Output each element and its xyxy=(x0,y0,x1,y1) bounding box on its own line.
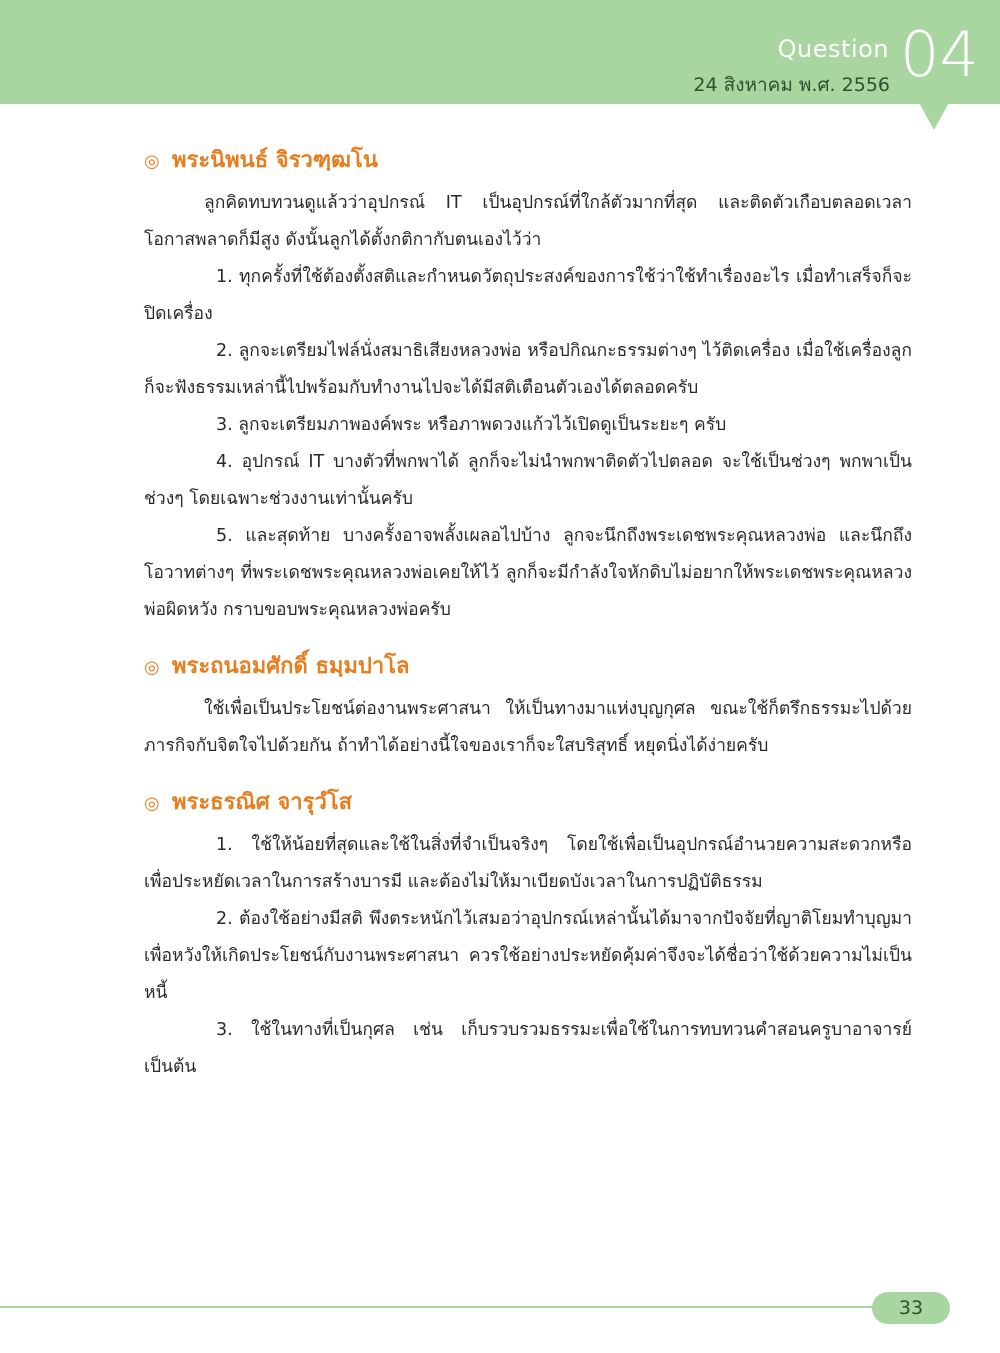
monk-name: พระถนอมศักดิ์ ธมฺมปาโล xyxy=(172,654,410,679)
bullet-icon: ◎ xyxy=(144,151,160,172)
section-title xyxy=(144,785,912,821)
numbered-paragraph: 5. และสุดท้าย บางครั้งอาจพลั้งเผลอไปบ้าง ลูกจะนึกถึงพระเดชพระคุณหลวงพ่อ และนึกถึงโอวาทต่างๆ ที่พระเดชพระคุณหลวงพ่อเคยให้ไว้ ลูกก็จะมีกำลังใจหักดิบไม่อยากให้พระเดชพระคุณหลวงพ่อผิดหวัง กราบขอบพระคุณหลวงพ่อครับ xyxy=(144,526,912,620)
answer-section xyxy=(144,143,912,629)
page-number: 33 xyxy=(872,1292,950,1324)
numbered-paragraph: 1. ใช้ให้น้อยที่สุดและใช้ในสิ่งที่จำเป็นจริงๆ โดยใช้เพื่อเป็นอุปกรณ์อำนวยความสะดวกหรือเพื่อประหยัดเวลาในการสร้างบารมี และต้องไม่ให้มาเบียดบังเวลาในการปฏิบัติธรรม xyxy=(144,835,912,892)
numbered-paragraph: 1. ทุกครั้งที่ใช้ต้องตั้งสติและกำหนดวัตถุประสงค์ของการใช้ว่าใช้ทำเรื่องอะไร เมื่อทำเสร็จก็จะปิดเครื่อง xyxy=(144,267,912,324)
section-title xyxy=(144,649,912,685)
numbered-paragraph: 2. ลูกจะเตรียมไฟล์นั่งสมาธิเสียงหลวงพ่อ หรือปกิณกะธรรมต่างๆ ไว้ติดเครื่อง เมื่อใช้เครื่องลูกก็จะฟังธรรมเหล่านี้ไปพร้อมกับทำงานไปจะได้มีสติเตือนตัวเองได้ตลอดครับ xyxy=(144,341,912,398)
monk-name: พระนิพนธ์ จิรวฑฺฒโน xyxy=(172,148,378,173)
answer-section xyxy=(144,785,912,1086)
page-content xyxy=(144,143,912,1106)
answer-section xyxy=(144,649,912,765)
paragraph: ลูกคิดทบทวนดูแล้วว่าอุปกรณ์ IT เป็นอุปกรณ์ที่ใกล้ตัวมากที่สุด และติดตัวเกือบตลอดเวลา โอกาสพลาดก็มีสูง ดังนั้นลูกได้ตั้งกติกากับตนเองไว้ว่า xyxy=(144,193,912,250)
numbered-paragraph: 3. ใช้ในทางที่เป็นกุศล เช่น เก็บรวบรวมธรรมะเพื่อใช้ในการทบทวนคำสอนครูบาอาจารย์ เป็นต้น xyxy=(144,1020,912,1077)
section-title xyxy=(144,143,912,179)
numbered-paragraph: 3. ลูกจะเตรียมภาพองค์พระ หรือภาพดวงแก้วไว้เปิดดูเป็นระยะๆ ครับ xyxy=(216,415,727,435)
monk-name: พระธรณิศ จารุวํโส xyxy=(172,790,353,815)
header-tab-pointer xyxy=(912,90,956,130)
numbered-paragraph: 4. อุปกรณ์ IT บางตัวที่พกพาได้ ลูกก็จะไม่นำพกพาติดตัวไปตลอด จะใช้เป็นช่วงๆ พกพาเป็นช่วงๆ โดยเฉพาะช่วงงานเท่านั้นครับ xyxy=(144,452,912,509)
question-number: 04 xyxy=(900,18,979,91)
question-date: 24 สิงหาคม พ.ศ. 2556 xyxy=(693,74,890,96)
bullet-icon: ◎ xyxy=(144,657,160,678)
numbered-paragraph: 2. ต้องใช้อย่างมีสติ พึงตระหนักไว้เสมอว่าอุปกรณ์เหล่านั้นได้มาจากปัจจัยที่ญาติโยมทำบุญมาเพื่อหวังให้เกิดประโยชน์กับงานพระศาสนา ควรใช้อย่างประหยัดคุ้มค่าจึงจะได้ชื่อว่าใช้ด้วยความไม่เป็นหนี้ xyxy=(144,909,912,1003)
bullet-icon: ◎ xyxy=(144,793,160,814)
paragraph: ใช้เพื่อเป็นประโยชน์ต่องานพระศาสนา ให้เป็นทางมาแห่งบุญกุศล ขณะใช้ก็ตรึกธรรมะไปด้วย ภารกิจกับจิตใจไปด้วยกัน ถ้าทำได้อย่างนี้ใจของเราก็จะใสบริสุทธิ์ หยุดนิ่งได้ง่ายครับ xyxy=(144,699,912,756)
footer-divider xyxy=(0,1306,878,1308)
question-label: Question xyxy=(777,35,889,63)
